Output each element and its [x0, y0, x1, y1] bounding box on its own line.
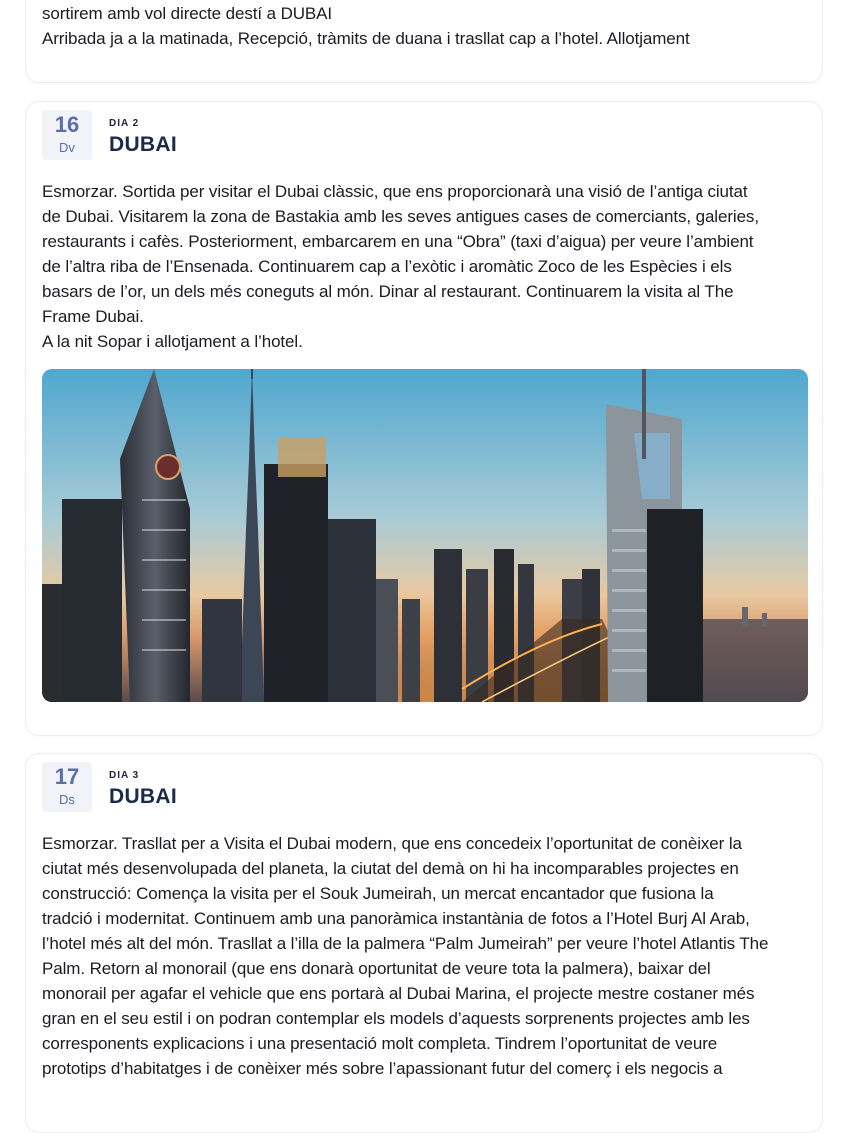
day-description-line: basars de l’or, un dels més coneguts al món. Dinar al restaurant. Continuarem la visita al The [42, 282, 734, 301]
dubai-skyline-photo [42, 369, 808, 702]
day-description-line: de l’altra riba de l’Ensenada. Continuarem cap a l’exòtic i aromàtic Zoco de les Espècies i els [42, 257, 732, 276]
day-description-line: monorail per agafar el vehicle que ens portarà al Dubai Marina, el projecte mestre costaner més [42, 984, 755, 1003]
day-label: DIA 3 [109, 770, 140, 781]
day-description-line: de Dubai. Visitarem la zona de Bastakia amb les seves antigues cases de comerciants, galeries, [42, 207, 759, 226]
day-description-line: Arribada ja a la matinada, Recepció, tràmits de duana i trasllat cap a l’hotel. Allotjament [42, 29, 690, 48]
day-description-line: corresponents explicacions i una presentació molt completa. Tindrem l’oportunitat de veure [42, 1034, 718, 1053]
itinerary-day-card [25, 753, 823, 1133]
itinerary-day-card [25, 0, 823, 83]
date-number: 16 [54, 112, 80, 137]
day-description-line: Frame Dubai. [42, 307, 144, 326]
day-description-line: Palm. Retorn al monorail (que ens donarà oportunitat de veure tota la palmera), baixar del [42, 959, 711, 978]
day-description-line: A la nit Sopar i allotjament a l’hotel. [42, 332, 303, 351]
day-description-line: restaurants i cafès. Posteriorment, embarcarem en una “Obra” (taxi d’aigua) per veure l’ambient [42, 232, 754, 251]
day-city-title: DUBAI [109, 785, 177, 808]
day-description-line: ciutat més desenvolupada del planeta, la ciutat del demà on hi ha incomparables projectes en [42, 859, 739, 878]
date-badge [42, 762, 92, 812]
day-city-title: DUBAI [109, 133, 177, 156]
weekday: Dv [59, 140, 75, 155]
weekday: Ds [59, 792, 75, 807]
day-description [26, 831, 822, 1081]
day-description-line: prototips d’habitatges i de conèixer més sobre l’apassionant futur del comerç i els negocis a [42, 1059, 723, 1078]
day-description-line: Esmorzar. Sortida per visitar el Dubai clàssic, que ens proporcionarà una visió de l’antiga ciutat [42, 182, 748, 201]
day-description-line: gran en el seu estil i on podran contemplar els models d’aquests sorprenents projectes amb les [42, 1009, 750, 1028]
day-label: DIA 2 [109, 118, 140, 129]
day-description-line: l’hotel més alt del món. Trasllat a l’illa de la palmera “Palm Jumeirah” per veure l’hotel Atlantis The [42, 934, 769, 953]
day-description-line: tradció i modernitat. Continuem amb una panoràmica instantània de fotos a l’Hotel Burj Al Arab, [42, 909, 750, 928]
day-header [42, 762, 177, 812]
day-description-line: construcció: Comença la visita per el Souk Jumeirah, un mercat encantador que fusiona la [42, 884, 714, 903]
day-header [42, 110, 177, 160]
day-description-line: sortirem amb vol directe destí a DUBAI [42, 4, 333, 23]
day-description-line: Esmorzar. Trasllat per a Visita el Dubai modern, que ens concedeix l’oportunitat de conèixer la [42, 834, 742, 853]
skyline-illustration [42, 369, 808, 702]
date-badge [42, 110, 92, 160]
itinerary-day-card [25, 101, 823, 736]
date-number: 17 [54, 764, 80, 789]
day-description [26, 179, 822, 354]
